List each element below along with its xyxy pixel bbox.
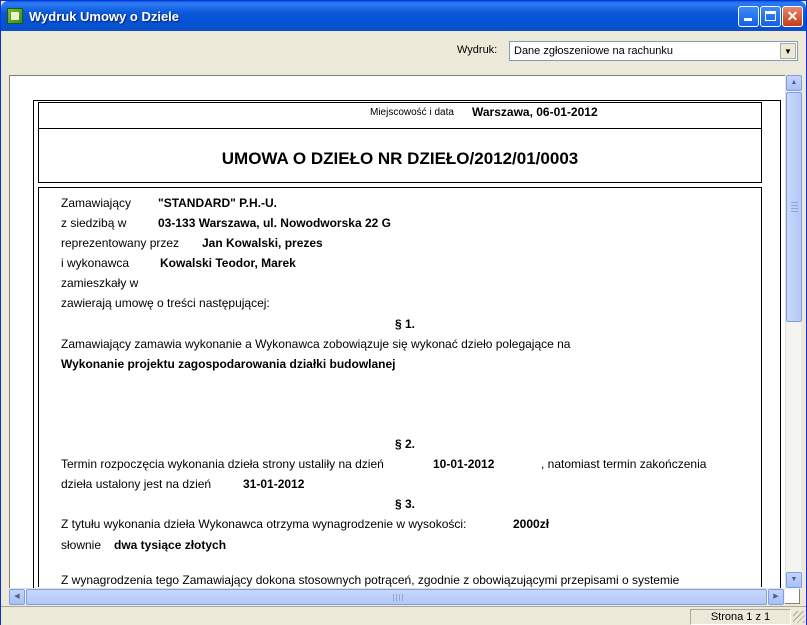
minimize-icon — [744, 18, 752, 21]
zamieszkaly-label: zamieszkały w — [61, 276, 139, 290]
contract-title: UMOWA O DZIEŁO NR DZIEŁO/2012/01/0003 — [221, 149, 579, 168]
last-line-text: Z wynagrodzenia tego Zamawiający dokona stosownych potrąceń, zgodnie z obowiązującymi przepisami o systemie — [61, 573, 680, 587]
grip-line — [393, 594, 394, 601]
scroll-left-button[interactable]: ◀ — [9, 589, 25, 605]
scroll-up-button[interactable]: ▲ — [786, 75, 802, 91]
grip-line — [402, 594, 403, 601]
paragraph-2-start-date: 10-01-2012 — [433, 457, 495, 471]
paragraph-3-text: Z tytułu wykonania dzieła Wykonawca otrzyma wynagrodzenie w wysokości: — [61, 517, 467, 531]
zamawiajacy-label: Zamawiający — [61, 196, 132, 210]
paragraph-2-text-a: Termin rozpoczęcia wykonania dzieła strony ustaliły na dzień — [61, 457, 384, 471]
siedziba-value: 03-133 Warszawa, ul. Nowodworska 22 G — [158, 216, 391, 230]
maximize-icon — [765, 11, 776, 21]
wydruk-label: Wydruk: — [457, 44, 498, 56]
window-title: Wydruk Umowy o Dziele — [29, 9, 180, 24]
grip-line — [399, 594, 400, 601]
horizontal-scroll-thumb[interactable] — [26, 589, 767, 605]
paragraph-1-work: Wykonanie projektu zagospodarowania działki budowlanej — [61, 357, 396, 371]
scroll-down-button[interactable]: ▼ — [786, 572, 802, 588]
reprezentowany-value: Jan Kowalski, prezes — [202, 236, 323, 250]
scroll-right-button[interactable]: ▶ — [768, 589, 784, 605]
zawieraja-text: zawierają umowę o treści następującej: — [61, 296, 270, 310]
siedziba-label: z siedzibą w — [61, 216, 127, 230]
zamawiajacy-value: "STANDARD" P.H.-U. — [158, 196, 277, 210]
grip-line — [791, 205, 798, 206]
paragraph-1-heading: § 1. — [395, 317, 416, 331]
paragraph-2-text-c: dzieła ustalony jest na dzień — [61, 477, 212, 491]
close-button[interactable] — [782, 6, 803, 27]
slownie-value: dwa tysiące złotych — [114, 538, 227, 552]
resize-grip-icon[interactable] — [793, 611, 805, 623]
wykonawca-value: Kowalski Teodor, Marek — [160, 256, 296, 270]
paragraph-2-text-b: , natomiast termin zakończenia — [541, 457, 707, 471]
close-icon: ✕ — [786, 8, 799, 24]
paragraph-2-heading: § 2. — [395, 437, 416, 451]
grip-line — [791, 211, 798, 212]
paragraph-2-end-date: 31-01-2012 — [243, 477, 305, 491]
page-info: Strona 1 z 1 — [690, 609, 791, 625]
minimize-button[interactable] — [738, 6, 759, 27]
app-icon — [7, 8, 23, 24]
grip-line — [396, 594, 397, 601]
place-date-label: Miejscowość i data — [370, 107, 454, 118]
grip-line — [791, 202, 798, 203]
chevron-down-icon[interactable]: ▼ — [780, 43, 796, 59]
grip-line — [791, 208, 798, 209]
horizontal-scrollbar[interactable] — [9, 588, 785, 604]
vertical-scrollbar[interactable] — [785, 75, 801, 589]
status-bar — [1, 606, 806, 625]
paragraph-1-text: Zamawiający zamawia wykonanie a Wykonawca zobowiązuje się wykonać dzieło polegające na — [61, 337, 571, 351]
place-date-value: Warszawa, 06-01-2012 — [472, 105, 598, 119]
wydruk-select-value: Dane zgłoszeniowe na rachunku — [514, 45, 673, 57]
reprezentowany-label: reprezentowany przez — [61, 236, 180, 250]
slownie-label: słownie — [61, 538, 102, 552]
paragraph-3-heading: § 3. — [395, 497, 416, 511]
title-bar[interactable] — [1, 1, 806, 31]
paragraph-3-amount: 2000zł — [513, 517, 550, 531]
wydruk-select[interactable] — [509, 41, 798, 61]
wykonawca-label: i wykonawca — [61, 256, 130, 270]
maximize-button[interactable] — [760, 6, 781, 27]
vertical-scroll-thumb[interactable] — [786, 92, 802, 322]
